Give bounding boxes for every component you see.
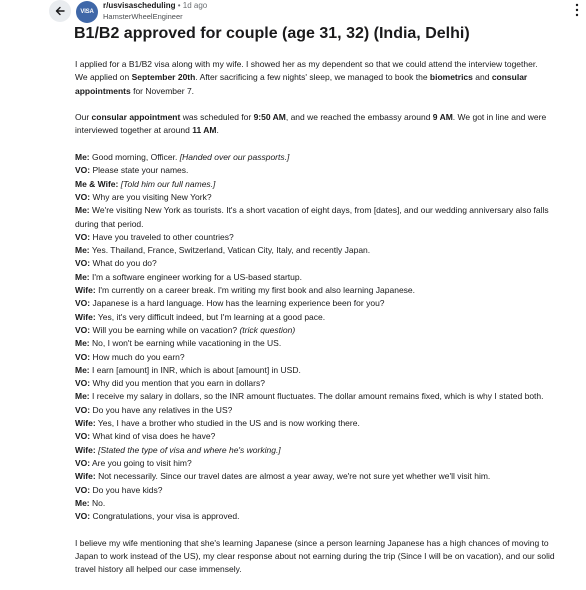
dialogue-line (75, 151, 570, 164)
appointment-text: . (216, 125, 219, 136)
dialogue-line (75, 324, 570, 337)
dialogue-text: I'm a software engineer working for a US-based startup. (89, 271, 302, 282)
dialogue-text: Have you traveled to other countries? (90, 231, 234, 242)
arrow-left-icon (54, 5, 66, 17)
post-header (0, 0, 586, 24)
speaker-label: VO: (75, 231, 91, 242)
dialogue-line (75, 231, 570, 244)
intro-text: and (472, 72, 492, 83)
dialogue-line (75, 364, 570, 377)
intro-paragraph (75, 58, 570, 98)
intro-text: I applied for a B1/B2 visa along with my wife. I showed her as my dependent so that we could attend the interview together. (75, 59, 538, 69)
dialogue-line (75, 271, 570, 284)
dialogue-text: I receive my salary in dollars, so the INR amount fluctuates. The dollar amount remains fixed, which is why I stated both. (89, 391, 544, 402)
dialogue-text: Do you have any relatives in the US? (90, 404, 233, 415)
dialogue-line (75, 297, 570, 310)
back-button[interactable] (49, 0, 71, 22)
dialogue-text: Yes, it's very difficult indeed, but I'm learning at a good pace. (95, 311, 326, 322)
appointment-paragraph (75, 111, 570, 138)
dialogue-text: I'm currently on a career break. I'm writing my first book and also learning Japanese. (95, 285, 416, 296)
dialogue-line (75, 311, 570, 324)
dialogue-text: Why are you visiting New York? (90, 191, 212, 202)
speaker-label: Me: (75, 152, 90, 163)
dialogue-line (75, 404, 570, 417)
stage-direction: [Told him our full names.] (120, 178, 216, 189)
dialogue-text: What kind of visa does he have? (90, 431, 216, 442)
dialogue-line (75, 191, 570, 204)
dialogue-line (75, 444, 570, 457)
stage-direction: (trick question) (239, 324, 296, 335)
dialogue-text: We're visiting New York as tourists. It's a short vacation of eight days, from [dates], and our wedding anniversary also falls during that period. (75, 205, 549, 229)
intro-text: for November 7. (130, 85, 195, 96)
more-vertical-icon (571, 2, 583, 18)
appointment-highlight: consular appointment (91, 112, 181, 123)
speaker-label: Me: (75, 497, 90, 508)
dialogue-line (75, 164, 570, 177)
dialogue-line (75, 430, 570, 443)
dialogue-text: No. (89, 497, 106, 508)
more-options-button[interactable] (571, 2, 583, 18)
speaker-label: VO: (75, 258, 91, 269)
dialogue-text: Will you be earning while on vacation? (90, 324, 240, 335)
speaker-label: VO: (75, 484, 91, 495)
dialogue-line (75, 484, 570, 497)
speaker-label: VO: (75, 298, 91, 309)
dialogue-line (75, 417, 570, 430)
date-highlight: September 20th (131, 72, 196, 83)
speaker-label: VO: (75, 191, 91, 202)
closing-paragraph: I believe my wife mentioning that she's learning Japanese (since a person learning Japanese has a high chances of moving to Japan to work instead of the US), my clear response about not earning during the trip (Since I will be on vacation), and our solid travel history all helped our case immensely. (75, 537, 555, 575)
dialogue-text: Do you have kids? (90, 484, 163, 495)
dialogue-text: Yes. Thailand, France, Switzerland, Vatican City, Italy, and recently Japan. (89, 245, 371, 256)
subreddit-line (103, 1, 207, 11)
speaker-label: VO: (75, 378, 91, 389)
dialogue-line (75, 510, 570, 523)
dialogue-line (75, 204, 570, 231)
dialogue-line (75, 337, 570, 350)
dialogue-line (75, 470, 570, 483)
dialogue-line (75, 257, 570, 270)
dialogue-line (75, 497, 570, 510)
stage-direction: [Handed over our passports.] (179, 152, 290, 163)
speaker-label: VO: (75, 457, 91, 468)
speaker-label: Me: (75, 338, 90, 349)
dialogue-text: I earn [amount] in INR, which is about [amount] in USD. (89, 364, 301, 375)
time-highlight: 9:50 AM (253, 112, 286, 123)
dialogue-text: Good morning, Officer. (89, 152, 180, 163)
time-highlight: 9 AM (432, 112, 453, 123)
author-link[interactable]: HamsterWheelEngineer (103, 12, 183, 21)
dialogue-line (75, 351, 570, 364)
speaker-label: Me: (75, 271, 90, 282)
subreddit-avatar[interactable] (76, 1, 98, 23)
speaker-label: Wife: (75, 311, 96, 322)
speaker-label: VO: (75, 404, 91, 415)
speaker-label: Me & Wife: (75, 178, 119, 189)
post-age: 1d ago (182, 1, 208, 10)
subreddit-link[interactable]: r/usvisascheduling (103, 1, 176, 10)
speaker-label: Me: (75, 364, 90, 375)
intro-text: We applied on (75, 72, 132, 83)
speaker-label: Wife: (75, 471, 96, 482)
speaker-label: VO: (75, 324, 91, 335)
dialogue-text: What do you do? (90, 258, 157, 269)
speaker-label: Wife: (75, 418, 96, 429)
dialogue-line (75, 178, 570, 191)
consular-highlight: consular appointments (75, 72, 528, 96)
dialogue-text: Congratulations, your visa is approved. (90, 511, 240, 522)
dialogue-line (75, 390, 570, 403)
appointment-text: . We got in line and were interviewed together at around (75, 112, 547, 136)
appointment-text: was scheduled for (180, 112, 254, 123)
dialogue-text: Japanese is a hard language. How has the learning experience been for you? (90, 298, 385, 309)
speaker-label: VO: (75, 351, 91, 362)
appointment-text: Our (75, 112, 92, 123)
speaker-label: Wife: (75, 285, 96, 296)
dialogue-text: Yes, I have a brother who studied in the US and is now working there. (95, 418, 360, 429)
separator-dot: • (177, 1, 181, 10)
dialogue-line (75, 244, 570, 257)
speaker-label: Me: (75, 391, 90, 402)
appointment-text: , and we reached the embassy around (285, 112, 433, 123)
dialogue-text: Why did you mention that you earn in dollars? (90, 378, 265, 389)
dialogue-line (75, 284, 570, 297)
speaker-label: Me: (75, 205, 90, 216)
speaker-label: Me: (75, 245, 90, 256)
dialogue-text: Not necessarily. Since our travel dates are almost a year away, we're not sure yet whether we'll visit him. (95, 471, 491, 482)
dialogue-text: Are you going to visit him? (90, 457, 192, 468)
stage-direction: [Stated the type of visa and where he's working.] (98, 444, 281, 455)
speaker-label: VO: (75, 165, 91, 176)
dialogue-line (75, 377, 570, 390)
post-title: B1/B2 approved for couple (age 31, 32) (India, Delhi) (74, 25, 470, 42)
dialogue-text: How much do you earn? (90, 351, 185, 362)
speaker-label: VO: (75, 431, 91, 442)
intro-text: . After sacrificing a few nights' sleep, we managed to book the (195, 72, 430, 83)
dialogue-text: Please state your names. (90, 165, 189, 176)
interview-dialogue (75, 151, 570, 523)
post-body (75, 58, 570, 577)
biometrics-highlight: biometrics (429, 72, 473, 83)
time-highlight: 11 AM (192, 125, 217, 136)
speaker-label: Wife: (75, 444, 96, 455)
dialogue-line (75, 457, 570, 470)
avatar-logo-text: VISA (80, 9, 94, 15)
dialogue-text: No, I won't be earning while vacationing in the US. (89, 338, 282, 349)
speaker-label: VO: (75, 511, 91, 522)
